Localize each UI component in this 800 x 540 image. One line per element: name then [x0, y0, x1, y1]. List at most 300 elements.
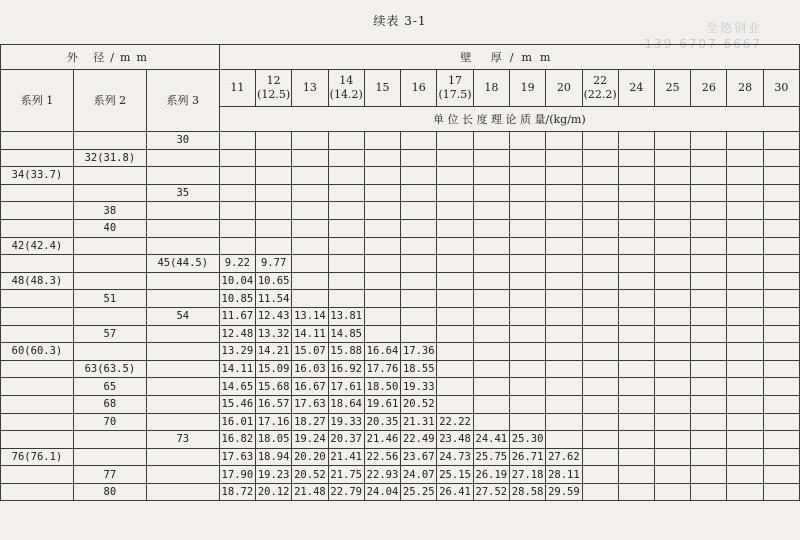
mass-cell	[473, 290, 509, 308]
mass-cell	[328, 149, 364, 167]
series-3-cell	[146, 202, 219, 220]
series-1-cell	[1, 413, 74, 431]
mass-cell: 16.03	[292, 360, 328, 378]
table-row	[1, 307, 800, 325]
mass-cell	[364, 184, 400, 202]
mass-cell	[691, 184, 727, 202]
mass-cell	[401, 167, 437, 185]
thickness-col-header	[727, 70, 763, 107]
thickness-value: 14	[339, 74, 354, 87]
series-2-cell: 63(63.5)	[73, 360, 146, 378]
mass-cell	[618, 360, 654, 378]
table-row	[1, 272, 800, 290]
mass-cell	[364, 237, 400, 255]
mass-cell	[401, 202, 437, 220]
thickness-col-header	[509, 70, 545, 107]
table-row	[1, 202, 800, 220]
mass-cell	[618, 149, 654, 167]
series-1-cell: 60(60.3)	[1, 343, 74, 361]
mass-cell: 20.20	[292, 448, 328, 466]
table-row	[1, 413, 800, 431]
mass-cell	[509, 343, 545, 361]
series-2-cell	[73, 431, 146, 449]
mass-cell	[364, 202, 400, 220]
mass-cell	[655, 272, 691, 290]
mass-cell	[509, 219, 545, 237]
mass-cell: 16.57	[256, 395, 292, 413]
mass-cell	[691, 307, 727, 325]
mass-cell	[509, 307, 545, 325]
mass-cell: 14.85	[328, 325, 364, 343]
series-2-cell	[73, 343, 146, 361]
series-3-cell	[146, 360, 219, 378]
mass-cell	[582, 360, 618, 378]
mass-cell	[655, 219, 691, 237]
mass-cell: 16.01	[219, 413, 255, 431]
mass-cell	[437, 219, 473, 237]
mass-cell	[437, 395, 473, 413]
mass-cell: 16.82	[219, 431, 255, 449]
mass-cell: 27.52	[473, 483, 509, 501]
mass-cell	[437, 237, 473, 255]
mass-cell: 17.63	[219, 448, 255, 466]
series-1-cell	[1, 149, 74, 167]
series-3-cell	[146, 395, 219, 413]
mass-cell	[727, 360, 763, 378]
mass-cell: 19.24	[292, 431, 328, 449]
wall-thickness-header: 壁 厚/mm	[219, 45, 799, 70]
mass-cell	[473, 132, 509, 150]
series-1-cell	[1, 219, 74, 237]
mass-cell	[582, 184, 618, 202]
mass-cell	[582, 431, 618, 449]
header-row-2	[1, 70, 800, 107]
mass-cell	[727, 483, 763, 501]
mass-cell	[546, 395, 582, 413]
mass-cell	[328, 167, 364, 185]
mass-cell	[328, 272, 364, 290]
mass-cell: 16.64	[364, 343, 400, 361]
mass-cell	[256, 237, 292, 255]
table-caption: 续表 3-1	[373, 14, 427, 28]
mass-cell	[328, 132, 364, 150]
mass-cell	[401, 307, 437, 325]
mass-cell	[727, 307, 763, 325]
mass-cell	[546, 307, 582, 325]
series-1-cell	[1, 378, 74, 396]
mass-cell	[655, 237, 691, 255]
mass-cell	[691, 167, 727, 185]
mass-cell: 18.94	[256, 448, 292, 466]
series-2-cell: 65	[73, 378, 146, 396]
mass-cell	[618, 219, 654, 237]
mass-cell	[364, 219, 400, 237]
mass-cell	[437, 149, 473, 167]
series-3-cell	[146, 378, 219, 396]
mass-cell	[509, 360, 545, 378]
mass-cell: 24.04	[364, 483, 400, 501]
mass-cell	[473, 184, 509, 202]
mass-cell	[219, 202, 255, 220]
mass-cell	[727, 255, 763, 273]
mass-cell	[437, 272, 473, 290]
mass-cell	[691, 466, 727, 484]
mass-cell	[546, 167, 582, 185]
mass-cell: 13.14	[292, 307, 328, 325]
mass-cell	[546, 378, 582, 396]
series-1-cell	[1, 290, 74, 308]
mass-cell	[655, 431, 691, 449]
table-row	[1, 483, 800, 501]
thickness-value: 19	[520, 81, 535, 94]
mass-cell	[437, 184, 473, 202]
mass-cell	[509, 184, 545, 202]
mass-cell	[473, 219, 509, 237]
mass-cell: 17.16	[256, 413, 292, 431]
mass-cell	[473, 237, 509, 255]
mass-cell: 21.31	[401, 413, 437, 431]
mass-cell	[763, 149, 799, 167]
mass-cell	[473, 325, 509, 343]
header-row-1	[1, 45, 800, 70]
mass-cell	[328, 219, 364, 237]
mass-cell: 12.43	[256, 307, 292, 325]
table-row	[1, 219, 800, 237]
mass-cell	[582, 343, 618, 361]
mass-cell	[546, 237, 582, 255]
mass-cell	[655, 413, 691, 431]
mass-cell: 10.65	[256, 272, 292, 290]
mass-cell	[618, 413, 654, 431]
mass-cell: 19.61	[364, 395, 400, 413]
mass-cell	[437, 255, 473, 273]
mass-cell	[691, 272, 727, 290]
mass-cell	[763, 132, 799, 150]
mass-cell	[618, 184, 654, 202]
mass-cell	[655, 448, 691, 466]
mass-cell	[364, 255, 400, 273]
mass-cell	[546, 325, 582, 343]
mass-cell	[401, 255, 437, 273]
mass-cell	[618, 272, 654, 290]
mass-cell: 10.85	[219, 290, 255, 308]
mass-cell	[364, 167, 400, 185]
mass-cell	[727, 378, 763, 396]
mass-cell	[691, 395, 727, 413]
mass-cell	[618, 202, 654, 220]
table-row	[1, 395, 800, 413]
mass-cell	[727, 431, 763, 449]
thickness-value: 25	[665, 81, 680, 94]
thickness-value: 12	[266, 74, 281, 87]
mass-cell	[509, 202, 545, 220]
table-row	[1, 448, 800, 466]
series-2-cell	[73, 307, 146, 325]
mass-cell	[691, 237, 727, 255]
series-1-cell: 34(33.7)	[1, 167, 74, 185]
mass-cell	[546, 202, 582, 220]
thickness-col-header	[655, 70, 691, 107]
mass-cell	[401, 184, 437, 202]
mass-cell: 17.36	[401, 343, 437, 361]
series-3-cell	[146, 237, 219, 255]
mass-cell	[546, 255, 582, 273]
mass-cell	[655, 466, 691, 484]
thickness-value: 26	[701, 81, 716, 94]
series-2-cell: 57	[73, 325, 146, 343]
mass-cell	[328, 290, 364, 308]
mass-cell	[509, 167, 545, 185]
mass-cell	[582, 483, 618, 501]
table-row	[1, 237, 800, 255]
mass-cell	[618, 290, 654, 308]
thickness-col-header	[364, 70, 400, 107]
mass-cell	[582, 395, 618, 413]
mass-cell: 18.55	[401, 360, 437, 378]
mass-cell: 15.07	[292, 343, 328, 361]
mass-cell	[763, 360, 799, 378]
mass-cell: 20.52	[401, 395, 437, 413]
thickness-alt-value: (22.2)	[583, 88, 617, 101]
mass-cell: 15.88	[328, 343, 364, 361]
mass-cell: 9.22	[219, 255, 255, 273]
mass-cell	[437, 167, 473, 185]
mass-cell: 24.41	[473, 431, 509, 449]
series-1-cell	[1, 202, 74, 220]
mass-cell	[546, 343, 582, 361]
mass-cell	[618, 255, 654, 273]
series-1-cell	[1, 483, 74, 501]
mass-cell	[763, 325, 799, 343]
mass-cell	[763, 448, 799, 466]
mass-cell	[582, 149, 618, 167]
mass-cell	[618, 307, 654, 325]
series-3-cell: 35	[146, 184, 219, 202]
thickness-col-header	[763, 70, 799, 107]
thickness-alt-value: (17.5)	[438, 88, 472, 101]
series-3-cell	[146, 290, 219, 308]
thickness-col-header	[292, 70, 328, 107]
table-row	[1, 431, 800, 449]
mass-cell	[473, 255, 509, 273]
mass-cell: 14.21	[256, 343, 292, 361]
mass-cell	[691, 202, 727, 220]
series-2-cell	[73, 184, 146, 202]
mass-cell	[763, 395, 799, 413]
series-1-header: 系列 1	[1, 70, 74, 132]
mass-cell	[655, 255, 691, 273]
mass-cell	[509, 290, 545, 308]
mass-cell	[509, 395, 545, 413]
mass-cell	[582, 325, 618, 343]
mass-cell	[582, 167, 618, 185]
series-1-cell	[1, 255, 74, 273]
mass-cell	[727, 325, 763, 343]
mass-cell	[691, 378, 727, 396]
mass-cell	[256, 149, 292, 167]
mass-cell	[727, 343, 763, 361]
table-row	[1, 255, 800, 273]
mass-cell	[618, 431, 654, 449]
mass-cell	[292, 202, 328, 220]
mass-cell: 11.54	[256, 290, 292, 308]
mass-cell	[727, 149, 763, 167]
mass-cell	[328, 202, 364, 220]
mass-cell	[546, 272, 582, 290]
series-2-cell	[73, 237, 146, 255]
mass-cell	[509, 272, 545, 290]
mass-cell: 27.18	[509, 466, 545, 484]
series-3-cell: 54	[146, 307, 219, 325]
mass-cell	[292, 132, 328, 150]
thickness-value: 20	[556, 81, 571, 94]
mass-cell	[292, 219, 328, 237]
mass-cell: 21.48	[292, 483, 328, 501]
steel-pipe-weight-table	[0, 44, 800, 501]
mass-cell	[546, 184, 582, 202]
mass-cell	[618, 343, 654, 361]
mass-cell: 28.58	[509, 483, 545, 501]
thickness-value: 11	[230, 81, 245, 94]
mass-cell	[655, 395, 691, 413]
mass-cell: 9.77	[256, 255, 292, 273]
mass-cell	[763, 466, 799, 484]
series-3-cell	[146, 343, 219, 361]
mass-cell	[763, 237, 799, 255]
mass-cell: 23.67	[401, 448, 437, 466]
series-3-cell	[146, 483, 219, 501]
mass-cell	[691, 413, 727, 431]
thickness-col-header	[401, 70, 437, 107]
series-1-cell	[1, 132, 74, 150]
mass-cell	[546, 413, 582, 431]
mass-cell: 19.33	[328, 413, 364, 431]
mass-cell	[509, 149, 545, 167]
mass-cell	[437, 132, 473, 150]
series-2-cell: 32(31.8)	[73, 149, 146, 167]
mass-cell	[546, 219, 582, 237]
mass-cell	[618, 466, 654, 484]
table-row	[1, 325, 800, 343]
mass-cell: 24.73	[437, 448, 473, 466]
mass-cell: 29.59	[546, 483, 582, 501]
mass-cell	[763, 219, 799, 237]
series-2-cell: 38	[73, 202, 146, 220]
series-1-cell	[1, 325, 74, 343]
mass-cell	[364, 290, 400, 308]
series-3-cell	[146, 413, 219, 431]
mass-cell	[256, 219, 292, 237]
mass-cell	[691, 448, 727, 466]
mass-cell: 13.81	[328, 307, 364, 325]
thickness-value: 13	[302, 81, 317, 94]
mass-cell	[292, 167, 328, 185]
mass-cell	[691, 483, 727, 501]
mass-cell	[691, 219, 727, 237]
mass-cell: 16.92	[328, 360, 364, 378]
mass-cell	[582, 237, 618, 255]
series-3-cell	[146, 167, 219, 185]
thickness-col-header	[546, 70, 582, 107]
mass-cell	[256, 167, 292, 185]
mass-cell: 25.75	[473, 448, 509, 466]
mass-cell	[292, 184, 328, 202]
mass-cell	[727, 167, 763, 185]
series-3-header: 系列 3	[146, 70, 219, 132]
mass-cell: 20.12	[256, 483, 292, 501]
mass-cell	[655, 343, 691, 361]
mass-cell	[582, 132, 618, 150]
mass-cell: 15.09	[256, 360, 292, 378]
thickness-value: 24	[629, 81, 644, 94]
mass-cell: 22.22	[437, 413, 473, 431]
series-1-cell: 48(48.3)	[1, 272, 74, 290]
series-3-cell	[146, 466, 219, 484]
table-row	[1, 132, 800, 150]
mass-cell	[727, 237, 763, 255]
mass-cell	[763, 413, 799, 431]
series-3-cell	[146, 149, 219, 167]
mass-cell	[691, 132, 727, 150]
mass-cell: 19.23	[256, 466, 292, 484]
mass-cell	[437, 360, 473, 378]
mass-cell	[655, 360, 691, 378]
mass-cell	[292, 290, 328, 308]
mass-cell	[691, 343, 727, 361]
mass-cell	[546, 360, 582, 378]
series-3-cell: 45(44.5)	[146, 255, 219, 273]
mass-cell	[727, 290, 763, 308]
mass-cell	[219, 184, 255, 202]
mass-cell	[582, 219, 618, 237]
watermark-phone: 139 6707 6667	[644, 37, 762, 51]
mass-cell	[219, 219, 255, 237]
mass-cell	[473, 378, 509, 396]
series-3-cell	[146, 448, 219, 466]
mass-cell: 18.27	[292, 413, 328, 431]
mass-cell: 26.19	[473, 466, 509, 484]
mass-cell: 22.56	[364, 448, 400, 466]
mass-cell	[328, 184, 364, 202]
table-row	[1, 360, 800, 378]
mass-cell	[546, 132, 582, 150]
mass-cell	[582, 202, 618, 220]
series-1-cell: 42(42.4)	[1, 237, 74, 255]
thickness-col-header	[256, 70, 292, 107]
mass-cell: 28.11	[546, 466, 582, 484]
mass-cell: 18.72	[219, 483, 255, 501]
mass-cell	[763, 255, 799, 273]
table-row	[1, 184, 800, 202]
mass-cell	[727, 395, 763, 413]
mass-cell	[618, 167, 654, 185]
mass-cell: 18.50	[364, 378, 400, 396]
series-2-cell: 40	[73, 219, 146, 237]
mass-cell	[292, 272, 328, 290]
mass-cell	[763, 290, 799, 308]
mass-cell	[328, 255, 364, 273]
series-2-cell: 77	[73, 466, 146, 484]
mass-cell	[691, 325, 727, 343]
series-2-cell: 68	[73, 395, 146, 413]
mass-cell	[364, 272, 400, 290]
mass-cell: 22.49	[401, 431, 437, 449]
mass-cell	[437, 202, 473, 220]
series-1-cell	[1, 184, 74, 202]
mass-cell: 20.37	[328, 431, 364, 449]
mass-cell: 22.93	[364, 466, 400, 484]
unit-mass-header: 单 位 长 度 理 论 质 量/(kg/m)	[219, 107, 799, 132]
